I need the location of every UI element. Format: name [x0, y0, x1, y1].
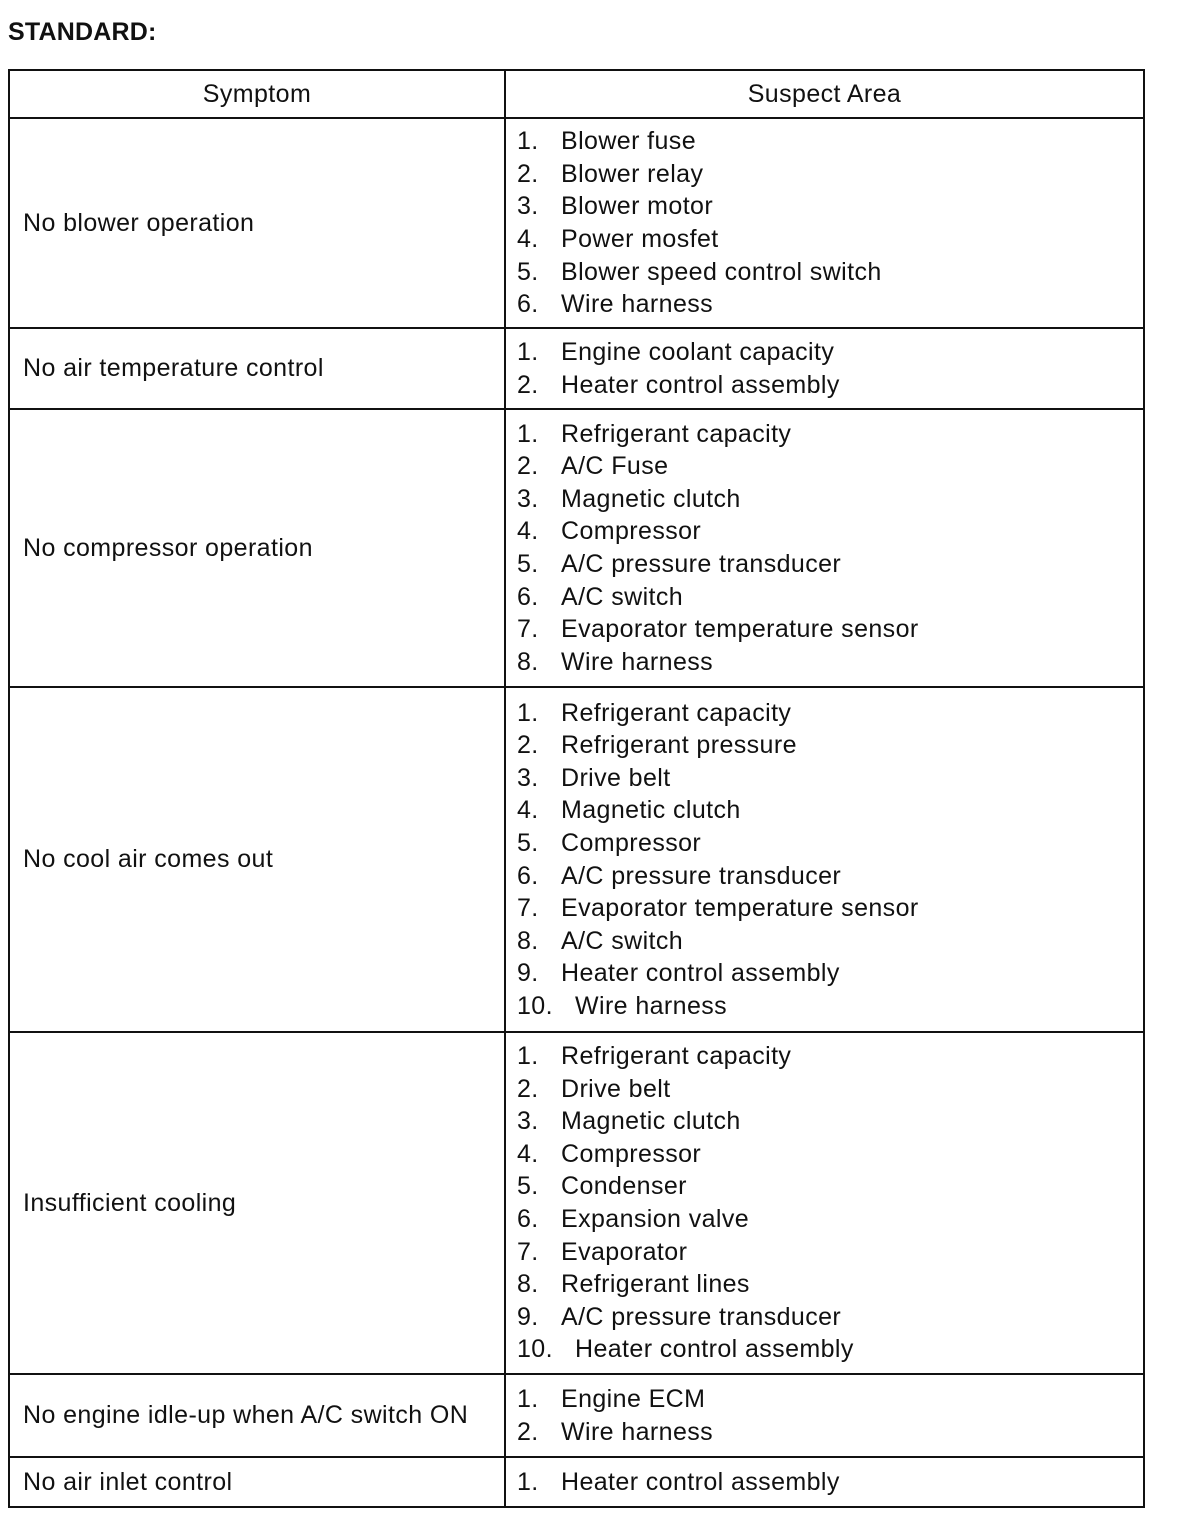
suspect-area-item: [517, 1170, 1143, 1203]
item-text: Evaporator temperature sensor: [561, 615, 919, 644]
item-number: 5.: [517, 550, 539, 578]
table-row: [10, 119, 1143, 329]
item-text: Wire harness: [575, 991, 728, 1020]
table-row: [10, 1033, 1143, 1375]
item-number: 3.: [517, 1107, 539, 1136]
suspect-area-item: [517, 1301, 1143, 1334]
item-text: Refrigerant lines: [561, 1270, 750, 1299]
suspect-area-item: [517, 336, 1143, 369]
item-number: 9.: [517, 1302, 539, 1331]
item-text: Compressor: [561, 1139, 702, 1168]
suspect-area-item: [517, 418, 1143, 451]
item-number: 5.: [517, 257, 539, 286]
item-text: A/C pressure transducer: [561, 550, 842, 578]
item-number: 6.: [517, 861, 539, 890]
table-row: [10, 329, 1143, 410]
item-text: Refrigerant capacity: [561, 1042, 792, 1071]
suspect-area-cell: [506, 410, 1143, 686]
table-body: [10, 119, 1143, 1506]
item-text: Heater control assembly: [561, 959, 840, 988]
item-text: A/C switch: [561, 926, 684, 955]
item-text: Compressor: [561, 517, 702, 546]
suspect-area-item: [517, 697, 1143, 730]
item-text: Magnetic clutch: [561, 1107, 741, 1136]
suspect-area-column-header: Suspect Area: [747, 79, 902, 108]
suspect-area-item: [517, 1040, 1143, 1073]
item-text: Wire harness: [561, 1417, 714, 1446]
item-number: 8.: [517, 926, 539, 955]
symptom-cell: No air inlet control: [10, 1458, 506, 1506]
item-number: 3.: [517, 192, 539, 221]
item-number: 7.: [517, 615, 539, 644]
item-number: 2.: [517, 159, 539, 188]
item-number: 1.: [517, 1042, 539, 1071]
item-text: Blower relay: [561, 159, 704, 188]
symptom-column-header: Symptom: [10, 71, 506, 117]
suspect-area-item: [517, 1466, 1143, 1499]
item-text: Heater control assembly: [561, 370, 840, 399]
item-number: 5.: [517, 828, 539, 857]
suspect-area-item: [517, 990, 1143, 1023]
item-text: Magnetic clutch: [561, 796, 741, 825]
item-number: 3.: [517, 484, 539, 513]
suspect-area-item: [517, 223, 1143, 256]
suspect-area-item: [517, 1203, 1143, 1236]
item-number: 5.: [517, 1172, 539, 1201]
suspect-area-cell: [506, 1458, 1143, 1506]
item-text: Expansion valve: [561, 1205, 750, 1233]
table-row: [10, 1375, 1143, 1458]
suspect-area-item: [517, 646, 1143, 679]
item-number: 2.: [517, 731, 539, 760]
item-number: 10.: [517, 1335, 553, 1364]
item-text: Wire harness: [561, 647, 714, 676]
item-text: Blower fuse: [561, 127, 697, 156]
item-number: 10.: [517, 991, 553, 1020]
table-row: [10, 688, 1143, 1033]
suspect-area-item: [517, 483, 1143, 516]
item-text: Condenser: [561, 1172, 687, 1201]
item-number: 4.: [517, 1139, 539, 1168]
suspect-area-item: [517, 1105, 1143, 1138]
item-text: Evaporator temperature sensor: [561, 894, 919, 923]
suspect-area-item: [517, 256, 1143, 289]
item-text: Refrigerant capacity: [561, 419, 792, 448]
item-number: 1.: [517, 419, 539, 448]
item-number: 6.: [517, 290, 539, 319]
suspect-area-item: [517, 1383, 1143, 1416]
suspect-area-item: [517, 729, 1143, 762]
suspect-area-item: [517, 288, 1143, 321]
item-text: Drive belt: [561, 763, 671, 792]
suspect-area-item: [517, 369, 1143, 402]
suspect-area-item: [517, 1268, 1143, 1301]
item-text: A/C pressure transducer: [561, 1302, 842, 1331]
suspect-area-item: [517, 190, 1143, 223]
item-text: Heater control assembly: [575, 1335, 854, 1364]
item-number: 2.: [517, 1417, 539, 1446]
item-number: 3.: [517, 763, 539, 792]
item-number: 8.: [517, 647, 539, 676]
item-text: Evaporator: [561, 1237, 688, 1266]
suspect-area-item: [517, 1138, 1143, 1171]
item-text: Refrigerant capacity: [561, 698, 792, 727]
suspect-area-item: [517, 892, 1143, 925]
suspect-area-cell: [506, 329, 1143, 408]
suspect-area-item: [517, 794, 1143, 827]
suspect-area-item: [517, 125, 1143, 158]
item-number: 1.: [517, 1384, 539, 1413]
suspect-area-cell: [506, 119, 1143, 327]
item-text: A/C switch: [561, 582, 684, 611]
item-text: Blower speed control switch: [561, 257, 882, 286]
item-text: Drive belt: [561, 1074, 671, 1103]
item-text: Power mosfet: [561, 225, 719, 253]
item-number: 8.: [517, 1270, 539, 1299]
item-number: 6.: [517, 1205, 539, 1233]
suspect-area-cell: [506, 1033, 1143, 1373]
item-number: 7.: [517, 894, 539, 923]
item-number: 9.: [517, 959, 539, 988]
item-number: 1.: [517, 337, 539, 366]
item-text: A/C Fuse: [561, 452, 669, 481]
suspect-area-item: [517, 613, 1143, 646]
symptom-cell: No cool air comes out: [10, 688, 506, 1031]
item-text: Refrigerant pressure: [561, 731, 797, 760]
table-row: [10, 410, 1143, 688]
suspect-area-item: [517, 860, 1143, 893]
item-text: Engine ECM: [561, 1384, 706, 1413]
item-number: 6.: [517, 582, 539, 611]
item-text: Blower motor: [561, 192, 714, 221]
suspect-area-cell: [506, 688, 1143, 1031]
suspect-area-item: [517, 1236, 1143, 1269]
item-number: 4.: [517, 225, 539, 253]
suspect-area-item: [517, 827, 1143, 860]
item-number: 7.: [517, 1237, 539, 1266]
suspect-area-item: [517, 925, 1143, 958]
table-row: [10, 1458, 1143, 1506]
suspect-area-item: [517, 1416, 1143, 1449]
suspect-area-item: [517, 1073, 1143, 1106]
item-number: 4.: [517, 796, 539, 825]
suspect-area-item: [517, 762, 1143, 795]
item-text: Magnetic clutch: [561, 484, 741, 513]
item-number: 1.: [517, 1467, 539, 1496]
item-number: 2.: [517, 452, 539, 481]
item-text: Compressor: [561, 828, 702, 857]
suspect-area-cell: [506, 1375, 1143, 1456]
suspect-area-item: [517, 548, 1143, 581]
suspect-area-item: [517, 1333, 1143, 1366]
suspect-area-item: [517, 581, 1143, 614]
suspect-area-item: [517, 450, 1143, 483]
suspect-area-item: [517, 515, 1143, 548]
page-heading: STANDARD:: [8, 18, 157, 46]
item-number: 1.: [517, 698, 539, 727]
symptom-cell: No engine idle-up when A/C switch ON: [10, 1375, 506, 1456]
symptom-cell: No air temperature control: [10, 329, 506, 408]
suspect-area-item: [517, 957, 1143, 990]
item-number: 2.: [517, 370, 539, 399]
suspect-area-item: [517, 158, 1143, 191]
item-number: 4.: [517, 517, 539, 546]
item-text: Engine coolant capacity: [561, 337, 835, 366]
symptom-cell: No blower operation: [10, 119, 506, 327]
table-header-row: [10, 71, 1143, 119]
item-number: 1.: [517, 127, 539, 156]
troubleshooting-table: [8, 69, 1145, 1508]
item-number: 2.: [517, 1074, 539, 1103]
item-text: A/C pressure transducer: [561, 861, 842, 890]
symptom-cell: Insufficient cooling: [10, 1033, 506, 1373]
item-text: Heater control assembly: [561, 1467, 840, 1496]
symptom-cell: No compressor operation: [10, 410, 506, 686]
item-text: Wire harness: [561, 290, 714, 319]
